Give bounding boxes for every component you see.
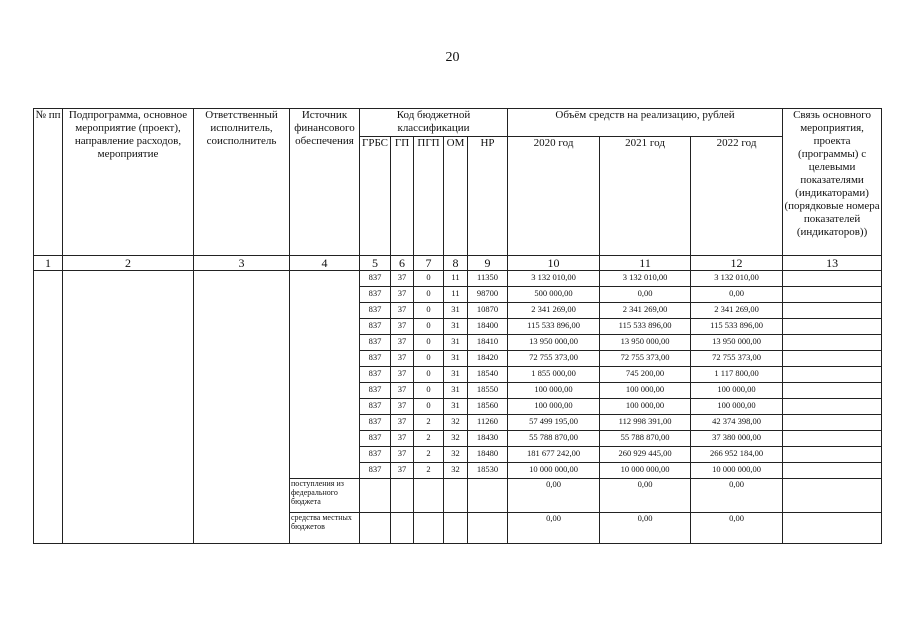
cell-subprogram <box>63 271 194 544</box>
cell-y2020: 500 000,00 <box>508 287 600 303</box>
cell-y2021: 0,00 <box>600 479 691 513</box>
header-source: Источник финансового обеспечения <box>290 109 360 256</box>
cell-grbs: 837 <box>360 335 391 351</box>
cell-no <box>34 271 63 544</box>
cell-nr: 18550 <box>468 383 508 399</box>
cell-om: 32 <box>444 431 468 447</box>
header-om: ОМ <box>444 137 468 256</box>
column-number: 12 <box>691 256 783 271</box>
header-2021: 2021 год <box>600 137 691 256</box>
cell-link <box>783 513 882 544</box>
cell-empty-code <box>391 479 414 513</box>
cell-pgp: 0 <box>414 335 444 351</box>
cell-y2020: 55 788 870,00 <box>508 431 600 447</box>
page-number: 20 <box>445 50 460 65</box>
cell-pgp: 0 <box>414 271 444 287</box>
cell-pgp: 0 <box>414 319 444 335</box>
cell-pgp: 0 <box>414 383 444 399</box>
cell-y2020: 0,00 <box>508 479 600 513</box>
cell-gp: 37 <box>391 431 414 447</box>
cell-link <box>783 383 882 399</box>
header-no: № пп <box>34 109 63 256</box>
cell-y2022: 0,00 <box>691 479 783 513</box>
cell-gp: 37 <box>391 335 414 351</box>
cell-y2020: 1 855 000,00 <box>508 367 600 383</box>
cell-y2021: 3 132 010,00 <box>600 271 691 287</box>
cell-pgp: 0 <box>414 303 444 319</box>
cell-empty-code <box>468 513 508 544</box>
cell-y2021: 55 788 870,00 <box>600 431 691 447</box>
header-volume: Объём средств на реализацию, рублей <box>508 109 783 137</box>
cell-nr: 18410 <box>468 335 508 351</box>
cell-nr: 18540 <box>468 367 508 383</box>
cell-gp: 37 <box>391 287 414 303</box>
cell-gp: 37 <box>391 447 414 463</box>
cell-empty-code <box>468 479 508 513</box>
cell-om: 32 <box>444 415 468 431</box>
cell-y2022: 1 117 800,00 <box>691 367 783 383</box>
cell-nr: 18430 <box>468 431 508 447</box>
header-2022: 2022 год <box>691 137 783 256</box>
cell-y2022: 100 000,00 <box>691 383 783 399</box>
budget-table <box>33 108 882 544</box>
cell-empty-code <box>444 479 468 513</box>
cell-y2022: 100 000,00 <box>691 399 783 415</box>
cell-grbs: 837 <box>360 351 391 367</box>
cell-y2021: 0,00 <box>600 287 691 303</box>
cell-empty-code <box>360 479 391 513</box>
cell-y2022: 10 000 000,00 <box>691 463 783 479</box>
cell-y2022: 0,00 <box>691 513 783 544</box>
cell-pgp: 2 <box>414 431 444 447</box>
column-number: 2 <box>63 256 194 271</box>
column-number: 1 <box>34 256 63 271</box>
cell-om: 31 <box>444 335 468 351</box>
cell-grbs: 837 <box>360 303 391 319</box>
cell-y2020: 13 950 000,00 <box>508 335 600 351</box>
cell-nr: 10870 <box>468 303 508 319</box>
cell-empty-code <box>444 513 468 544</box>
cell-y2021: 112 998 391,00 <box>600 415 691 431</box>
cell-source <box>290 271 360 479</box>
cell-om: 31 <box>444 399 468 415</box>
cell-gp: 37 <box>391 319 414 335</box>
header-2020: 2020 год <box>508 137 600 256</box>
cell-om: 11 <box>444 271 468 287</box>
table-body <box>34 256 882 544</box>
cell-grbs: 837 <box>360 431 391 447</box>
header-link: Связь основного мероприятия, проекта (программы) с целевыми показателями (индикаторами) (порядковые номера показателей (индикаторов)) <box>783 109 882 256</box>
cell-y2021: 100 000,00 <box>600 399 691 415</box>
cell-om: 31 <box>444 303 468 319</box>
cell-y2021: 2 341 269,00 <box>600 303 691 319</box>
cell-om: 31 <box>444 319 468 335</box>
header-grbs: ГРБС <box>360 137 391 256</box>
cell-om: 31 <box>444 367 468 383</box>
cell-gp: 37 <box>391 383 414 399</box>
cell-nr: 18400 <box>468 319 508 335</box>
header-nr: НР <box>468 137 508 256</box>
cell-pgp: 0 <box>414 351 444 367</box>
cell-nr: 18530 <box>468 463 508 479</box>
cell-y2022: 37 380 000,00 <box>691 431 783 447</box>
column-number: 6 <box>391 256 414 271</box>
cell-y2021: 260 929 445,00 <box>600 447 691 463</box>
cell-nr: 18420 <box>468 351 508 367</box>
cell-link <box>783 335 882 351</box>
cell-grbs: 837 <box>360 447 391 463</box>
header-executor: Ответственный исполнитель, соисполнитель <box>194 109 290 256</box>
cell-nr: 18480 <box>468 447 508 463</box>
cell-y2020: 115 533 896,00 <box>508 319 600 335</box>
cell-grbs: 837 <box>360 415 391 431</box>
cell-link <box>783 479 882 513</box>
cell-gp: 37 <box>391 303 414 319</box>
cell-empty-code <box>414 513 444 544</box>
cell-grbs: 837 <box>360 383 391 399</box>
cell-y2020: 2 341 269,00 <box>508 303 600 319</box>
cell-y2022: 2 341 269,00 <box>691 303 783 319</box>
cell-nr: 11350 <box>468 271 508 287</box>
cell-link <box>783 319 882 335</box>
cell-pgp: 2 <box>414 463 444 479</box>
cell-y2022: 115 533 896,00 <box>691 319 783 335</box>
cell-pgp: 0 <box>414 287 444 303</box>
header-subprogram: Подпрограмма, основное мероприятие (проект), направление расходов, мероприятие <box>63 109 194 256</box>
cell-grbs: 837 <box>360 271 391 287</box>
cell-link <box>783 287 882 303</box>
cell-y2021: 13 950 000,00 <box>600 335 691 351</box>
header-gp: ГП <box>391 137 414 256</box>
cell-link <box>783 431 882 447</box>
cell-y2022: 13 950 000,00 <box>691 335 783 351</box>
cell-y2021: 745 200,00 <box>600 367 691 383</box>
cell-om: 32 <box>444 447 468 463</box>
cell-nr: 18560 <box>468 399 508 415</box>
cell-om: 31 <box>444 351 468 367</box>
cell-grbs: 837 <box>360 287 391 303</box>
column-number: 7 <box>414 256 444 271</box>
column-number: 9 <box>468 256 508 271</box>
table-row <box>34 271 882 287</box>
cell-grbs: 837 <box>360 463 391 479</box>
cell-y2021: 100 000,00 <box>600 383 691 399</box>
header-pgp: ПГП <box>414 137 444 256</box>
cell-link <box>783 367 882 383</box>
cell-pgp: 0 <box>414 367 444 383</box>
header-row-top <box>34 109 882 137</box>
column-number-row <box>34 256 882 271</box>
cell-nr: 98700 <box>468 287 508 303</box>
cell-link <box>783 415 882 431</box>
cell-y2021: 115 533 896,00 <box>600 319 691 335</box>
cell-grbs: 837 <box>360 319 391 335</box>
header-budget-code: Код бюджетной классификации <box>360 109 508 137</box>
cell-gp: 37 <box>391 271 414 287</box>
cell-empty-code <box>391 513 414 544</box>
column-number: 8 <box>444 256 468 271</box>
cell-y2022: 266 952 184,00 <box>691 447 783 463</box>
cell-pgp: 2 <box>414 447 444 463</box>
cell-gp: 37 <box>391 351 414 367</box>
cell-grbs: 837 <box>360 399 391 415</box>
cell-y2021: 0,00 <box>600 513 691 544</box>
cell-y2021: 72 755 373,00 <box>600 351 691 367</box>
cell-link <box>783 303 882 319</box>
cell-y2022: 42 374 398,00 <box>691 415 783 431</box>
cell-y2020: 3 132 010,00 <box>508 271 600 287</box>
cell-y2021: 10 000 000,00 <box>600 463 691 479</box>
column-number: 3 <box>194 256 290 271</box>
cell-pgp: 0 <box>414 399 444 415</box>
cell-om: 32 <box>444 463 468 479</box>
cell-executor <box>194 271 290 544</box>
column-number: 5 <box>360 256 391 271</box>
cell-gp: 37 <box>391 463 414 479</box>
cell-y2022: 3 132 010,00 <box>691 271 783 287</box>
cell-y2022: 0,00 <box>691 287 783 303</box>
cell-om: 31 <box>444 383 468 399</box>
cell-empty-code <box>360 513 391 544</box>
cell-om: 11 <box>444 287 468 303</box>
cell-y2020: 0,00 <box>508 513 600 544</box>
cell-nr: 11260 <box>468 415 508 431</box>
column-number: 11 <box>600 256 691 271</box>
cell-grbs: 837 <box>360 367 391 383</box>
cell-y2020: 100 000,00 <box>508 399 600 415</box>
cell-pgp: 2 <box>414 415 444 431</box>
cell-y2020: 10 000 000,00 <box>508 463 600 479</box>
cell-empty-code <box>414 479 444 513</box>
cell-gp: 37 <box>391 415 414 431</box>
cell-y2020: 100 000,00 <box>508 383 600 399</box>
cell-gp: 37 <box>391 367 414 383</box>
cell-link <box>783 447 882 463</box>
cell-gp: 37 <box>391 399 414 415</box>
cell-source: поступления из федерального бюджета <box>290 479 360 513</box>
cell-y2020: 181 677 242,00 <box>508 447 600 463</box>
cell-link <box>783 271 882 287</box>
cell-y2022: 72 755 373,00 <box>691 351 783 367</box>
cell-link <box>783 399 882 415</box>
column-number: 4 <box>290 256 360 271</box>
cell-source: средства местных бюджетов <box>290 513 360 544</box>
cell-y2020: 72 755 373,00 <box>508 351 600 367</box>
cell-y2020: 57 499 195,00 <box>508 415 600 431</box>
column-number: 13 <box>783 256 882 271</box>
column-number: 10 <box>508 256 600 271</box>
cell-link <box>783 463 882 479</box>
cell-link <box>783 351 882 367</box>
